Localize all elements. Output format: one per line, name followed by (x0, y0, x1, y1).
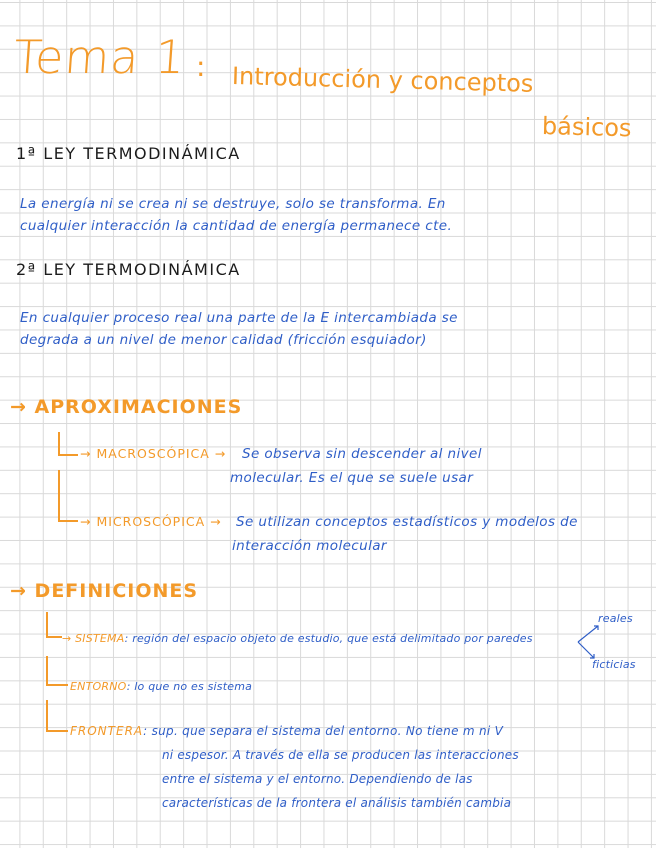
second-law-line2: degrada a un nivel de menor calidad (fricción esquiador) (20, 332, 427, 348)
macro-connector (58, 432, 78, 456)
macro-label-text: MACROSCÓPICA (96, 446, 210, 461)
entorno-text: : lo que no es sistema (126, 680, 253, 693)
sistema-label (62, 632, 125, 645)
micro-label-text: MICROSCÓPICA (96, 514, 206, 529)
first-law-line1: La energía ni se crea ni se destruye, solo se transforma. En (20, 196, 446, 212)
micro-line1: Se utilizan conceptos estadísticos y modelos de (236, 514, 578, 530)
branch-arrows-icon (576, 622, 602, 662)
sistema-text: : región del espacio objeto de estudio, que está delimitado por paredes (124, 632, 533, 645)
frontera-definition (70, 724, 503, 738)
page-title (12, 30, 187, 84)
second-law-line1: En cualquier proceso real una parte de la E intercambiada se (20, 310, 458, 326)
sistema-branch-bottom: ficticias (592, 658, 636, 671)
second-law-heading: 2ª LEY TERMODINÁMICA (16, 260, 241, 279)
aproximaciones-heading-text: APROXIMACIONES (34, 396, 243, 418)
micro-label (80, 514, 222, 529)
sistema-branch-top: reales (598, 612, 633, 625)
first-law-heading: 1ª LEY TERMODINÁMICA (16, 144, 241, 163)
frontera-line4: características de la frontera el análisis también cambia (162, 796, 512, 810)
title-subtitle-line1: Introducción y conceptos (231, 62, 534, 98)
frontera-label: FRONTERA (70, 724, 144, 738)
first-law-line2: cualquier interacción la cantidad de energía permanece cte. (20, 218, 453, 234)
arrow-right-icon: → (205, 514, 222, 529)
title-main: Tema 1 (12, 30, 188, 84)
frontera-line3: entre el sistema y el entorno. Dependiendo de las (162, 772, 473, 786)
title-subtitle-line2: básicos (541, 112, 632, 143)
sistema-connector (46, 612, 62, 638)
definiciones-heading (10, 580, 198, 602)
entorno-label: ENTORNO (70, 680, 127, 693)
macro-label (80, 446, 226, 461)
arrow-right-icon: → (62, 632, 76, 645)
frontera-line2: ni espesor. A través de ella se producen las interacciones (162, 748, 519, 762)
arrow-right-icon: → (10, 580, 35, 602)
entorno-connector (46, 656, 68, 686)
arrow-right-icon: → (209, 446, 227, 461)
micro-connector (58, 470, 78, 522)
frontera-line1: : sup. que separa el sistema del entorno. No tiene m ni V (143, 724, 504, 738)
arrow-right-icon: → (80, 446, 97, 461)
definiciones-heading-text: DEFINICIONES (34, 580, 199, 602)
title-colon: : (196, 50, 206, 83)
macro-line1: Se observa sin descender al nivel (242, 446, 482, 462)
arrow-right-icon: → (10, 396, 35, 418)
sistema-label-text: SISTEMA (75, 632, 125, 645)
macro-line2: molecular. Es el que se suele usar (230, 470, 474, 486)
sistema-definition (62, 632, 533, 645)
arrow-right-icon: → (80, 514, 97, 529)
frontera-connector (46, 700, 68, 732)
entorno-definition (70, 680, 252, 693)
aproximaciones-heading (10, 396, 242, 418)
micro-line2: interacción molecular (232, 538, 387, 554)
